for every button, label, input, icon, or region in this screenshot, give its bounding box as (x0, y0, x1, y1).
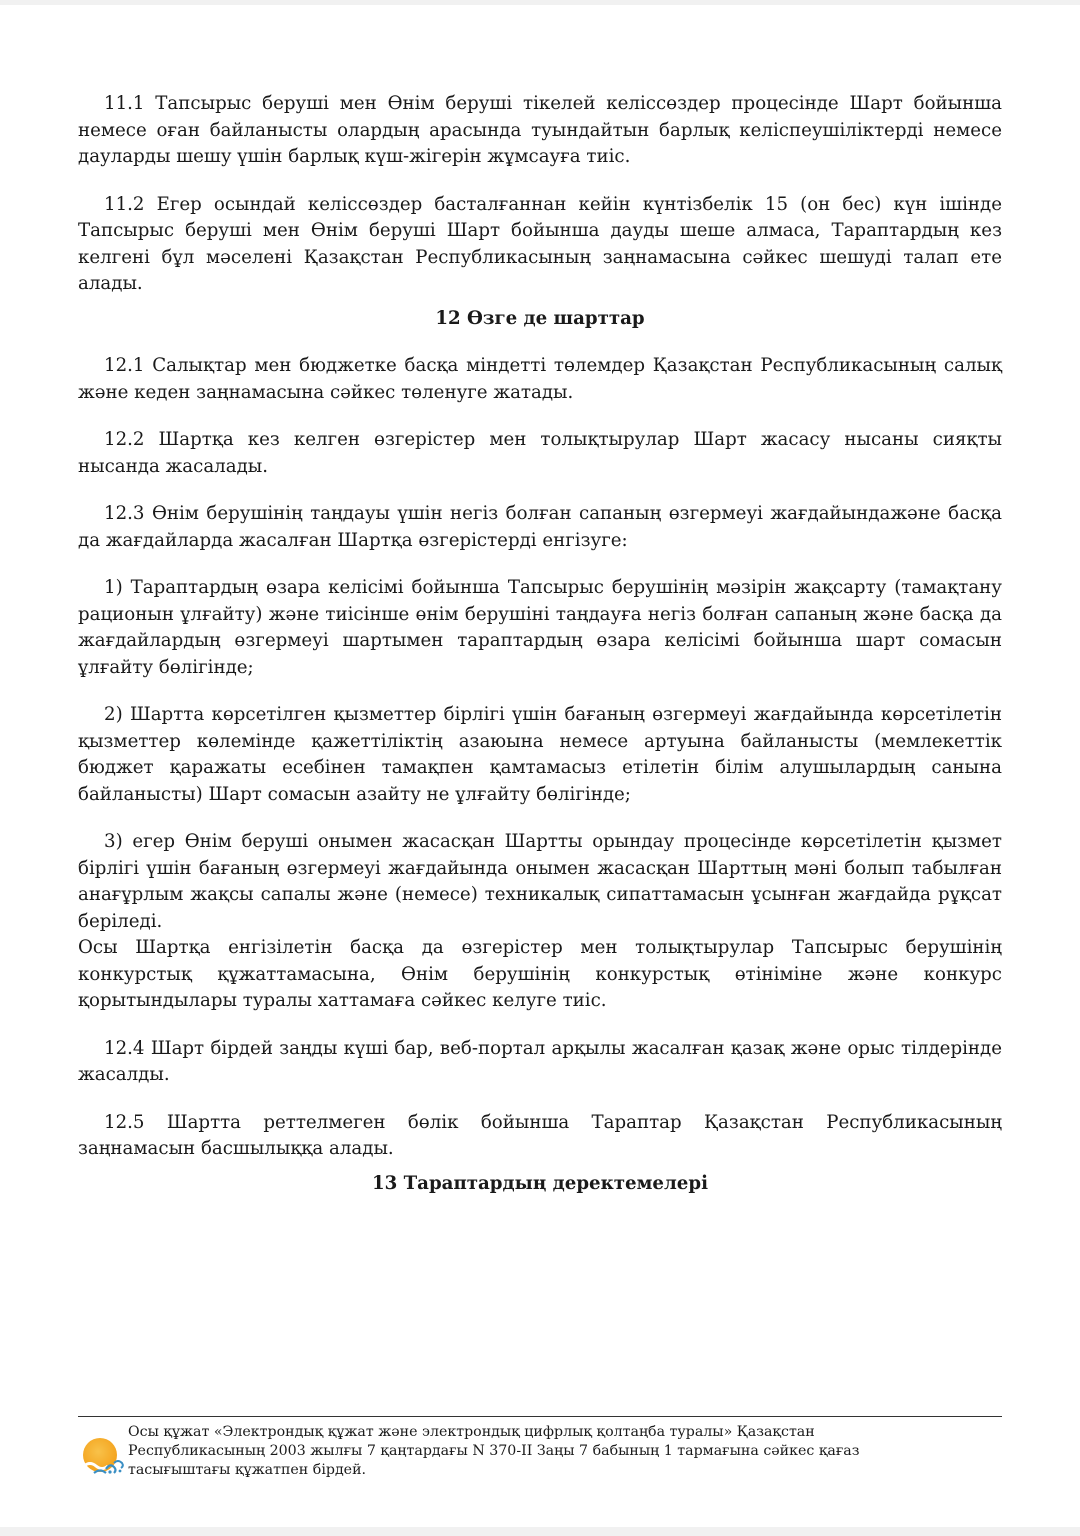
paragraph-11-2: 11.2 Егер осындай келіссөздер басталғаннан кейін күнтізбелік 15 (он бес) күн ішінде Тапсырыс беруші мен Өнім беруші Шарт бойынша дауды шеше алмаса, Тараптардың кез келгені бұл мәселені Қазақстан Республикасының заңнамасына сәйкес шешуді талап ете алады. (78, 193, 1002, 294)
list-item-2: 2) Шартта көрсетілген қызметтер бірлігі үшін бағаның өзгермеуі жағдайында көрсетілетін қызметтер көлемінде қажеттіліктің азаюына немесе артуына байланысты (мемлекеттік бюджет қаражаты есебінен тамақпен қамтамасыз етілетін білім алушылардың санына байланысты) Шарт сомасын азайту не ұлғайту бөлігінде; (78, 704, 1002, 805)
list-item-1: 1) Тараптардың өзара келісімі бойынша Тапсырыс берушінің мәзірін жақсарту (тамақтану рационын ұлғайту) және тиісінше өнім берушіні таңдауға негіз болған сапаның және басқа да жағдайлардың өзгермеуі шартымен тараптардың өзара келісімі бойынша шарт сомасын ұлғайту бөлігінде; (78, 577, 1002, 678)
paragraph-11-1: 11.1 Тапсырыс беруші мен Өнім беруші тікелей келіссөздер процесінде Шарт бойынша немесе оған байланысты олардың арасында туындайтын барлық келіспеушіліктерді немесе дауларды шешу үшін барлық күш-жігерін жұмсауға тиіс. (78, 93, 1002, 167)
paragraph-12-3-tail: Осы Шартқа енгізілетін басқа да өзгерістер мен толықтырулар Тапсырыс берушінің конкурстық құжаттамасына, Өнім берушінің конкурстық өтініміне және конкурс қорытындылары туралы хаттамаға сәйкес келуге тиіс. (78, 937, 1002, 1011)
paragraph-12-3: 12.3 Өнім берушінің таңдауы үшін негіз болған сапаның өзгермеуі жағдайындажәне басқа да жағдайларда жасалған Шартқа өзгерістерді енгізуге: (78, 503, 1002, 551)
section-12-title: 12 Өзге де шарттар (435, 307, 645, 329)
document-page (0, 5, 1080, 1527)
footer-divider (78, 1416, 1002, 1417)
paragraph-12-5: 12.5 Шартта реттелмеген бөлік бойынша Тараптар Қазақстан Республикасының заңнамасын басшылыққа алады. (78, 1111, 1002, 1159)
footer-legal-notice: Осы құжат «Электрондық құжат және электрондық цифрлық қолтаңба туралы» Қазақстан Республикасының 2003 жылғы 7 қаңтардағы N 370-II Заңы 7 бабының 1 тармағына сәйкес қағаз тасығыштағы құжатпен бірдей. (128, 1424, 860, 1478)
list-item-3: 3) егер Өнім беруші онымен жасасқан Шартты орындау процесінде көрсетілетін қызмет бірлігі үшін бағаның өзгермеуі жағдайында онымен жасасқан Шарттың мәні болып табылған анағұрлым жақсы сапалы және (немесе) техникалық сипаттамасын ұсынған жағдайда рұқсат беріледі. (78, 831, 1002, 932)
paragraph-12-2: 12.2 Шартқа кез келген өзгерістер мен толықтырулар Шарт жасасу нысаны сияқты нысанда жасалады. (78, 429, 1002, 477)
paragraph-12-4: 12.4 Шарт бірдей заңды күші бар, веб-портал арқылы жасалған қазақ және орыс тілдерінде жасалды. (78, 1037, 1002, 1085)
egov-sun-logo-icon (80, 1433, 126, 1479)
paragraph-12-1: 12.1 Салықтар мен бюджетке басқа міндетті төлемдер Қазақстан Республикасының салық және кеден заңнамасына сәйкес төленуге жатады. (78, 355, 1002, 403)
document-body (78, 91, 1002, 1197)
section-13-title: 13 Тараптардың деректемелері (371, 1172, 709, 1194)
